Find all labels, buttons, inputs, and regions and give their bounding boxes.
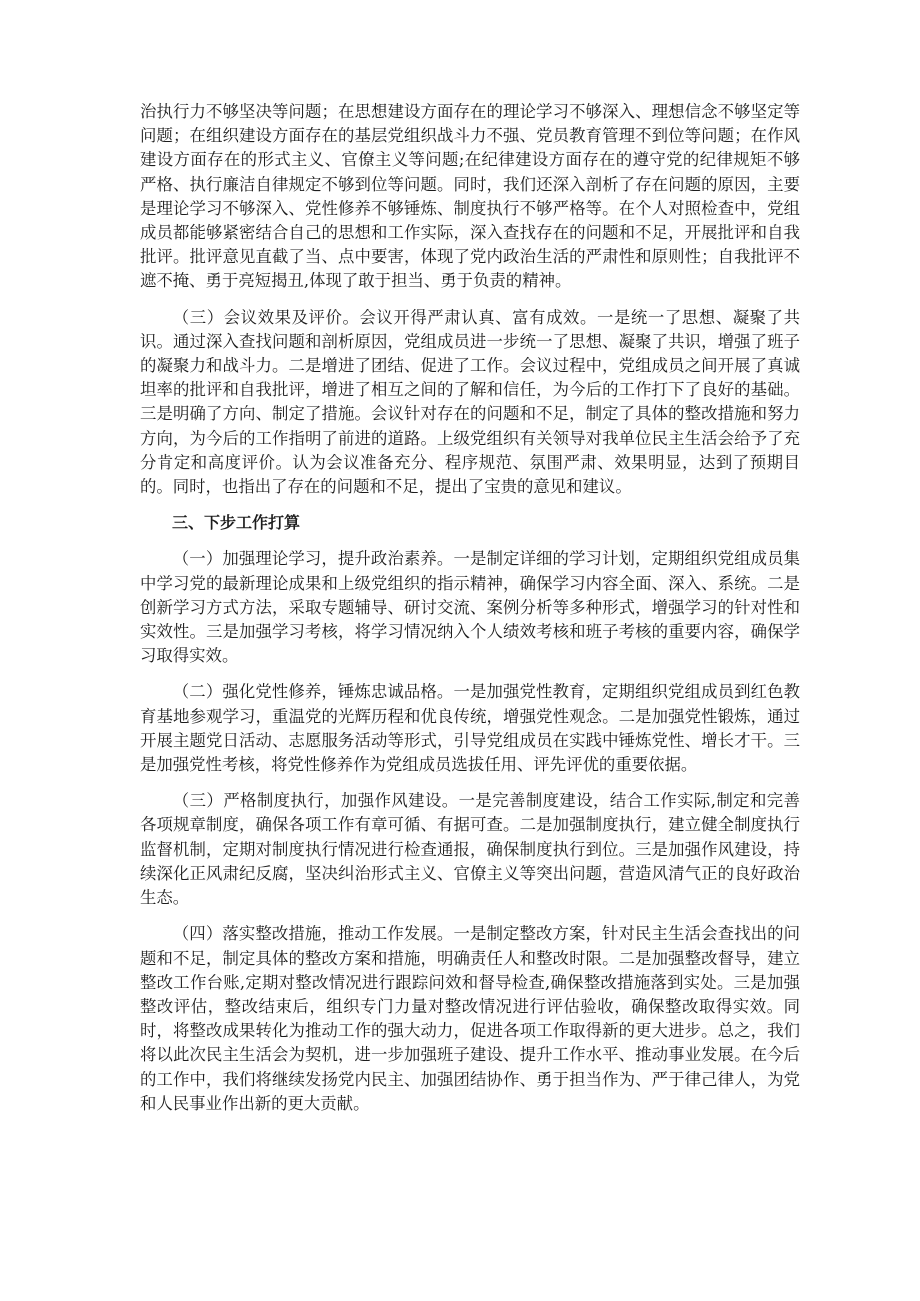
item-system-execution: （三）严格制度执行，加强作风建设。一是完善制度建设，结合工作实际,制定和完善各项规章制度，确保各项工作有章可循、有据可查。二是加强制度执行，建立健全制度执行监督机制，定期对制度执行情况进行检查通报，确保制度执行到位。三是加强作风建设，持续深化正风肃纪反腐，坚决纠治形式主义、官僚主义等突出问题，营造风清气正的良好政治生态。 [140,791,800,908]
paragraph-continued-findings: 治执行力不够坚决等问题；在思想建设方面存在的理论学习不够深入、理想信念不够坚定等问题；在组织建设方面存在的基层党组织战斗力不强、党员教育管理不到位等问题；在作风建设方面存在的形式主义、官僚主义等问题;在纪律建设方面存在的遵守党的纪律规矩不够严格、执行廉洁自律规定不够到位等问题。同时，我们还深入剖析了存在问题的原因，主要是理论学习不够深入、党性修养不够锤炼、制度执行不够严格等。在个人对照检查中，党组成员都能够紧密结合自己的思想和工作实际，深入查找存在的问题和不足，开展批评和自我批评。批评意见直截了当、点中要害，体现了党内政治生活的严肃性和原则性；自我批评不遮不掩、勇于亮短揭丑,体现了敢于担当、勇于负责的精神。 [140,102,800,291]
item-theory-study: （一）加强理论学习，提升政治素养。一是制定详细的学习计划，定期组织党组成员集中学习党的最新理论成果和上级党组织的指示精神，确保学习内容全面、深入、系统。二是创新学习方式方法，采取专题辅导、研讨交流、案例分析等多种形式，增强学习的针对性和实效性。三是加强学习考核，将学习情况纳入个人绩效考核和班子考核的重要内容，确保学习取得实效。 [140,549,800,666]
item-party-spirit: （二）强化党性修养，锤炼忠诚品格。一是加强党性教育，定期组织党组成员到红色教育基地参观学习，重温党的光辉历程和优良传统，增强党性观念。二是加强党性锻炼，通过开展主题党日活动、志愿服务活动等形式，引导党组成员在实践中锤炼党性、增长才干。三是加强党性考核，将党性修养作为党组成员选拔任用、评先评优的重要依据。 [140,682,800,775]
document-page [140,100,800,1128]
section-heading-next-steps: 三、下步工作打算 [172,513,301,533]
paragraph-meeting-effect: （三）会议效果及评价。会议开得严肃认真、富有成效。一是统一了思想、凝聚了共识。通过深入查找问题和剖析原因，党组成员进一步统一了思想、凝聚了共识，增强了班子的凝聚力和战斗力。二是增进了团结、促进了工作。会议过程中，党组成员之间开展了真诚坦率的批评和自我批评，增进了相互之间的了解和信任，为今后的工作打下了良好的基础。三是明确了方向、制定了措施。会议针对存在的问题和不足，制定了具体的整改措施和努力方向，为今后的工作指明了前进的道路。上级党组织有关领导对我单位民主生活会给予了充分肯定和高度评价。认为会议准备充分、程序规范、氛围严肃、效果明显，达到了预期目的。同时，也指出了存在的问题和不足，提出了宝贵的意见和建议。 [140,307,800,497]
item-rectification: （四）落实整改措施，推动工作发展。一是制定整改方案，针对民主生活会查找出的问题和不足，制定具体的整改方案和措施，明确责任人和整改时限。二是加强整改督导，建立整改工作台账,定期对整改情况进行跟踪问效和督导检查,确保整改措施落到实处。三是加强整改评估，整改结束后，组织专门力量对整改情况进行评估验收，确保整改取得实效。同时，将整改成果转化为推动工作的强大动力，促进各项工作取得新的更大进步。总之，我们将以此次民主生活会为契机，进一步加强班子建设、提升工作水平、推动事业发展。在今后的工作中，我们将继续发扬党内民主、加强团结协作、勇于担当作为、严于律己律人，为党和人民事业作出新的更大贡献。 [140,924,800,1113]
